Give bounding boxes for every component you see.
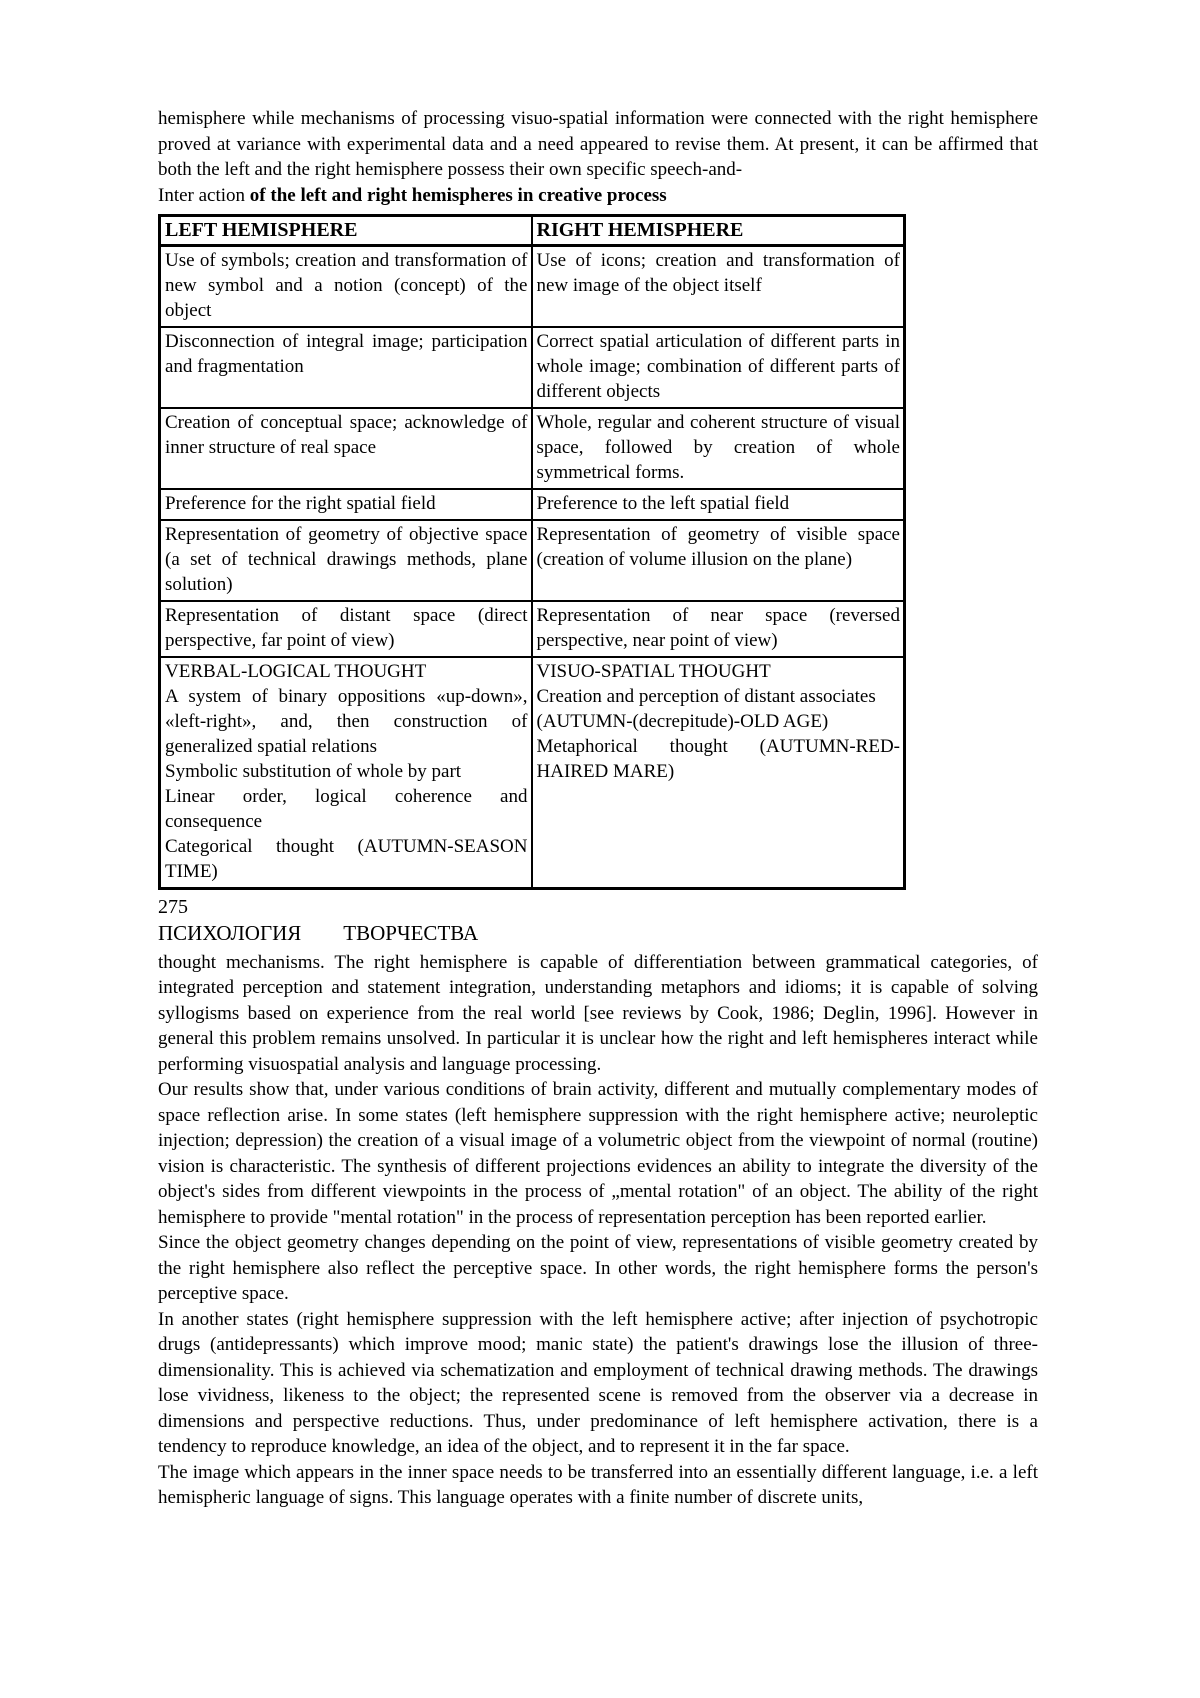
table-cell-left: Preference for the right spatial field (160, 489, 532, 520)
paragraph: Our results show that, under various conditions of brain activity, different and mutually complementary modes of space reflection arise. In some states (left hemisphere suppression with the right hemisphere active; neuroleptic injection; depression) the creation of a visual image of a volumetric object from the viewpoint of normal (routine) vision is characteristic. The synthesis of different projections evidences an ability to integrate the diversity of the object's sides from different viewpoints in the process of „mental rotation" of an object. The ability of the right hemisphere to provide "mental rotation" in the process of representation perception has been reported earlier. (158, 1079, 1038, 1228)
page-content (158, 106, 1038, 1511)
table-cell-right: Preference to the left spatial field (532, 489, 905, 520)
table-cell-right: Correct spatial articulation of different parts in whole image; combination of different parts of different objects (532, 327, 905, 408)
table-cell-right: Use of icons; creation and transformation of new image of the object itself (532, 245, 905, 327)
table-row (160, 601, 905, 657)
paragraph: The image which appears in the inner space needs to be transferred into an essentially different language, i.e. a left hemispheric language of signs. This language operates with a finite number of discrete units, (158, 1461, 1038, 1508)
table-header-left-hemisphere: LEFT HEMISPHERE (160, 215, 532, 245)
paragraph: thought mechanisms. The right hemisphere is capable of differentiation between grammatical categories, of integrated perception and statement integration, understanding metaphors and idioms; it is capable of solving syllogisms based on experience from the real world [see reviews by Cook, 1986; Deglin, 1996]. However in general this problem remains unsolved. In particular it is unclear how the right and left hemispheres interact while performing visuospatial analysis and language processing. (158, 951, 1038, 1075)
table-caption-title: of the left and right hemispheres in creative process (249, 184, 667, 206)
running-title (158, 920, 1038, 947)
table-cell-left: Use of symbols; creation and transformation of new symbol and a notion (concept) of the object (160, 245, 532, 327)
table-cell-left: VERBAL-LOGICAL THOUGHT A system of binary oppositions «up-down», «left-right», and, then construction of generalized spatial relations Symbolic substitution of whole by part Linear order, logical coherence and consequence Categorical thought (AUTUMN-SEASON TIME) (160, 657, 532, 889)
hemisphere-comparison-table (158, 214, 906, 890)
table-header-right-hemisphere: RIGHT HEMISPHERE (532, 215, 905, 245)
table-row (160, 408, 905, 489)
table-row (160, 489, 905, 520)
table-header-row (160, 215, 905, 245)
table-cell-right: VISUO-SPATIAL THOUGHT Creation and perception of distant associates (AUTUMN-(decrepitude)-OLD AGE) Metaphorical thought (AUTUMN-RED-HAIRED MARE) (532, 657, 905, 889)
paragraph: In another states (right hemisphere suppression with the left hemisphere active; after injection of psychotropic drugs (antidepressants) which improve mood; manic state) the patient's drawings lose the illusion of three- dimensionality. This is achieved via schematization and employment of technical drawing methods. The drawings lose vividness, likeness to the object; the represented scene is removed from the observer via a decrease in dimensions and perspective reductions. Thus, under predominance of left hemisphere activation, there is a tendency to reproduce knowledge, an idea of the object, and to represent it in the far space. (158, 1308, 1038, 1457)
table-cell-left: Representation of distant space (direct perspective, far point of view) (160, 601, 532, 657)
table-cell-left: Disconnection of integral image; participation and fragmentation (160, 327, 532, 408)
running-title-word2: ТВОРЧЕСТВА (343, 920, 479, 945)
table-cell-left: Representation of geometry of objective space (a set of technical drawings methods, plane solution) (160, 520, 532, 601)
table-caption (158, 183, 1038, 209)
intro-paragraph: hemisphere while mechanisms of processing visuo-spatial information were connected with the right hemisphere proved at variance with experimental data and a need appeared to revise them. At present, it can be affirmed that both the left and the right hemisphere possess their own specific speech-and- (158, 108, 1038, 180)
table-caption-prefix: Inter action (158, 184, 250, 206)
paragraph: Since the object geometry changes depending on the point of view, representations of visible geometry created by the right hemisphere also reflect the perceptive space. In other words, the right hemisphere forms the person's perceptive space. (158, 1232, 1038, 1304)
table-cell-right: Representation of near space (reversed perspective, near point of view) (532, 601, 905, 657)
table-row (160, 657, 905, 889)
page-number: 275 (158, 895, 188, 918)
table-cell-left: Creation of conceptual space; acknowledge of inner structure of real space (160, 408, 532, 489)
table-cell-right: Representation of geometry of visible space (creation of volume illusion on the plane) (532, 520, 905, 601)
table-row (160, 520, 905, 601)
table-row (160, 327, 905, 408)
table-cell-right: Whole, regular and coherent structure of visual space, followed by creation of whole symmetrical forms. (532, 408, 905, 489)
running-title-word1: ПСИХОЛОГИЯ (158, 920, 302, 945)
table-row (160, 245, 905, 327)
